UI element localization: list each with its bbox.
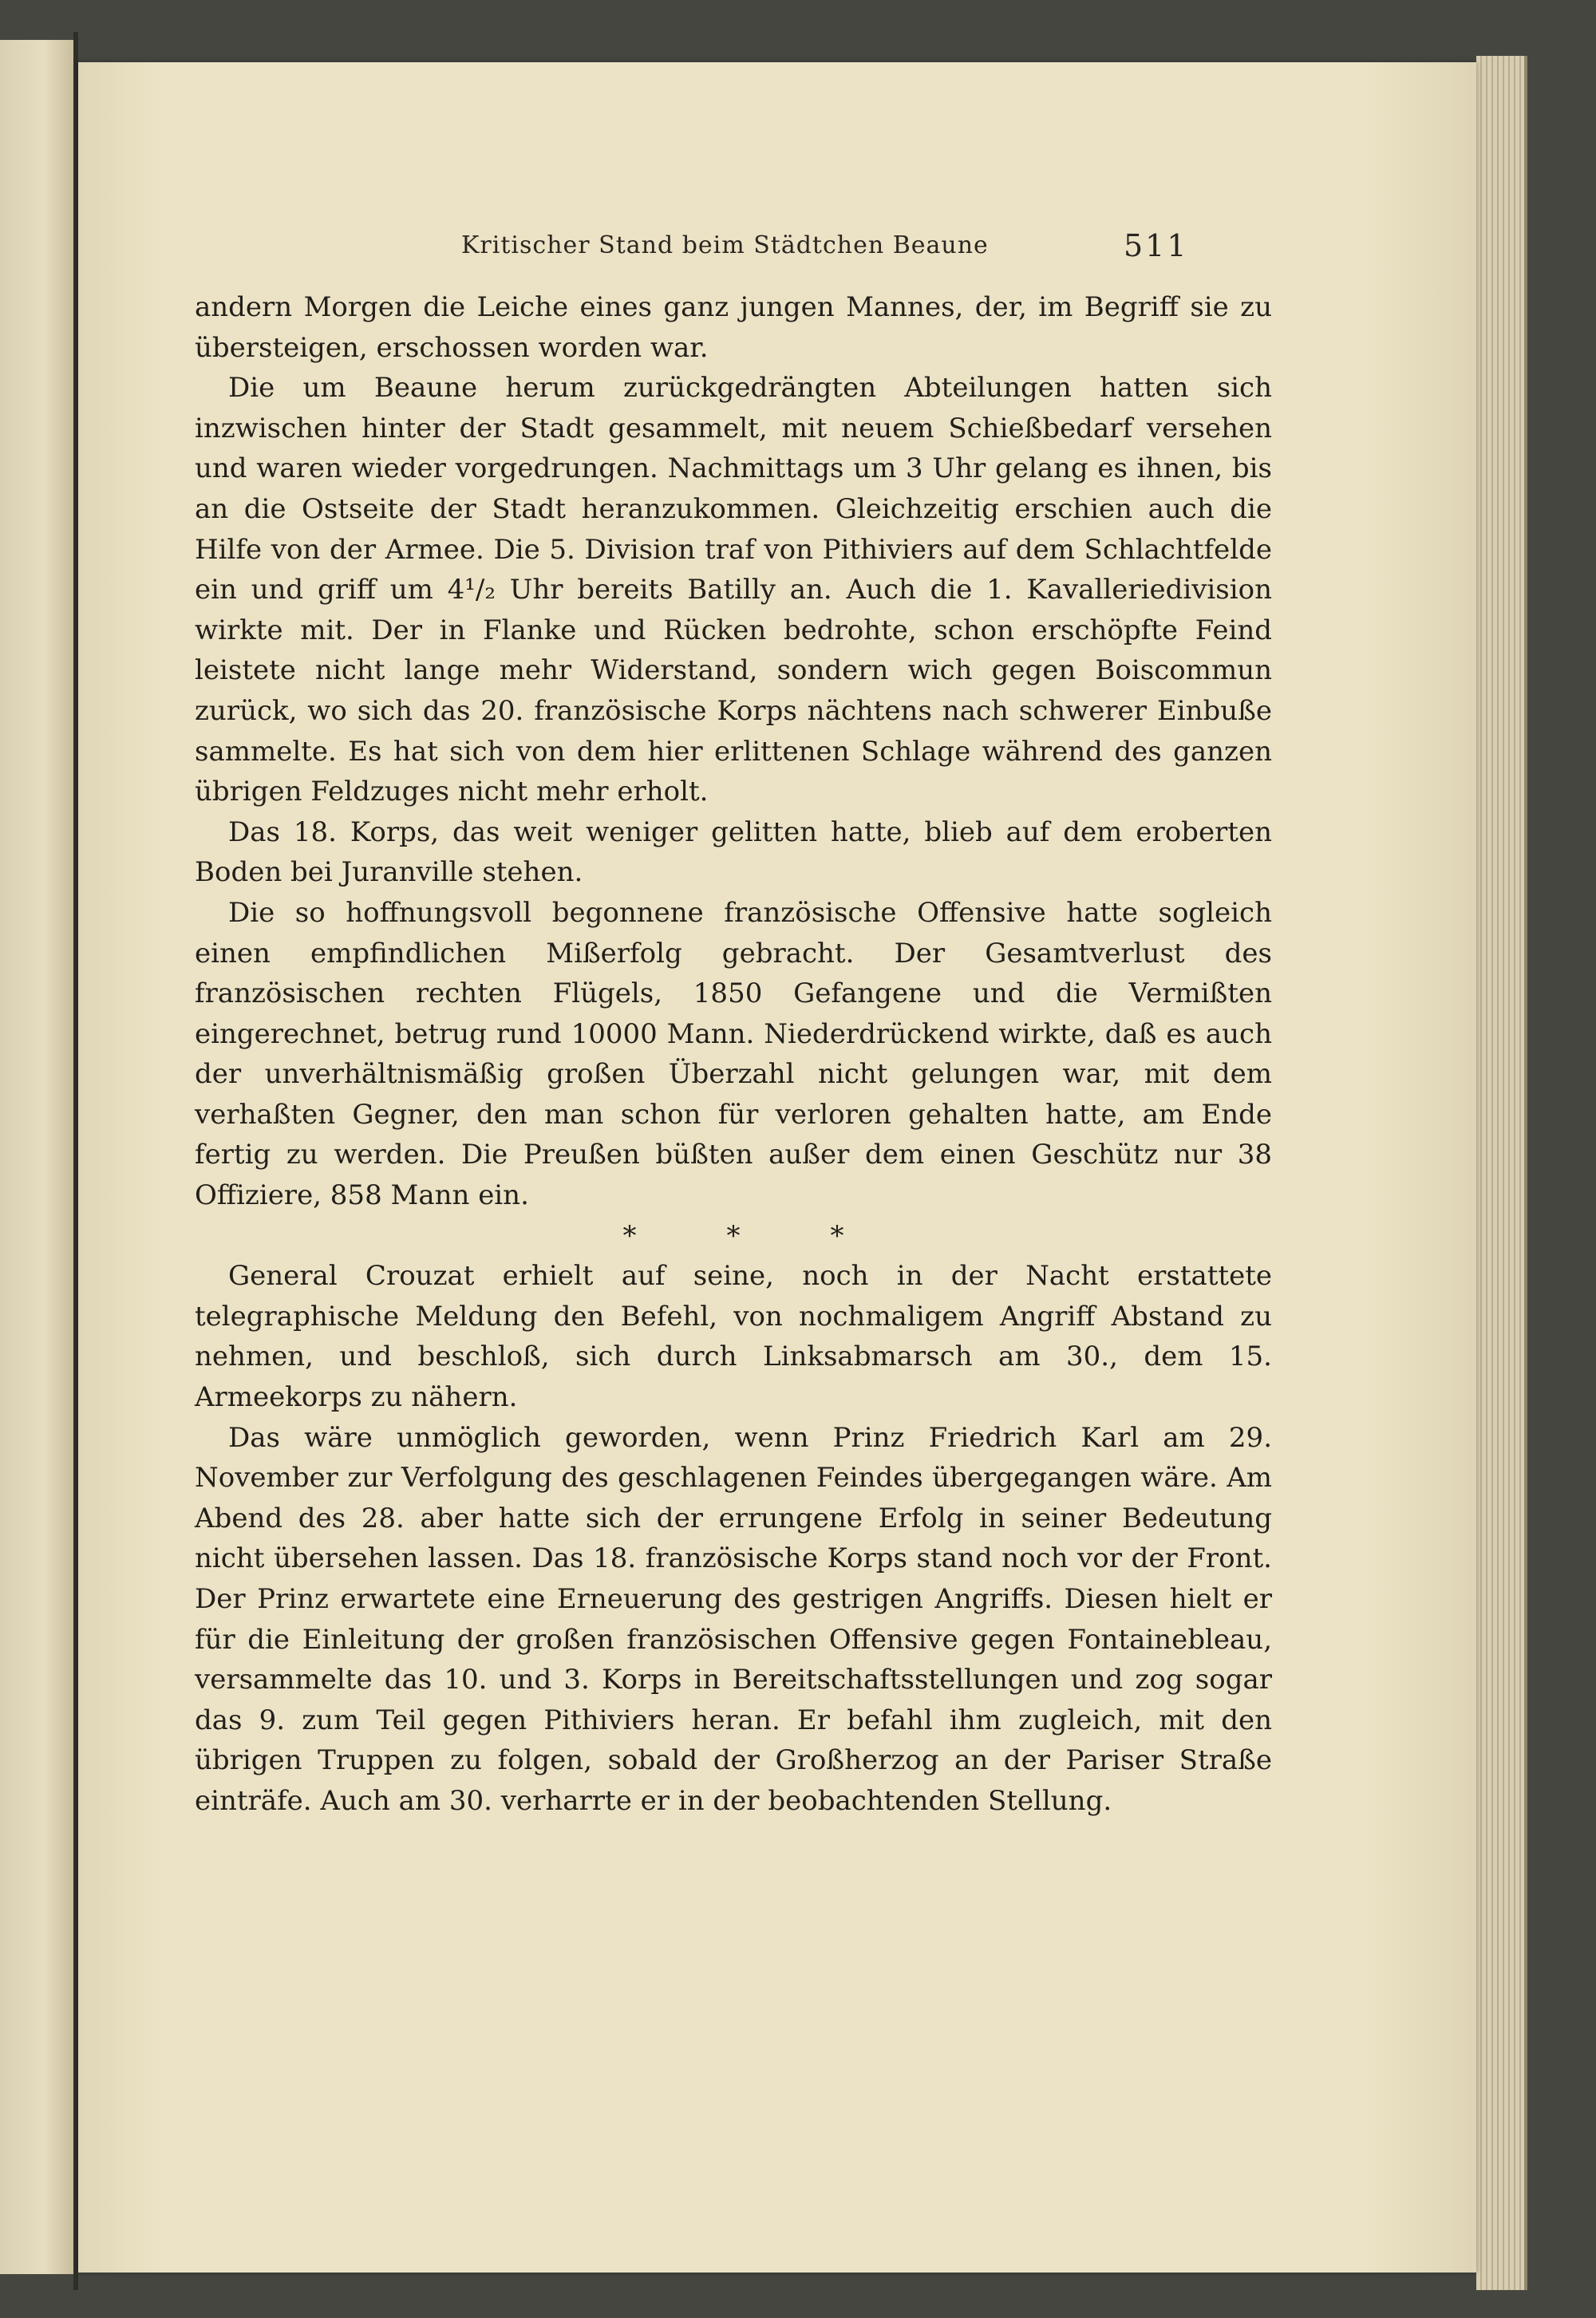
paragraph: Die so hoffnungsvoll begonnene französische Offensive hatte sogleich einen empfindlichen Mißerfolg gebracht. Der Gesamtverlust des französischen rechten Flügels, 1850 Gefangene und die Vermißten eingerechnet, betrug rund 10000 Mann. Niederdrückend wirkte, daß es auch der unverhältnismäßig großen Überzahl nicht gelungen war, mit dem verhaßten Gegner, den man schon für verloren gehalten hatte, am Ende fertig zu werden. Die Preußen büßten außer dem einen Geschütz nur 38 Offiziere, 858 Mann ein. bbox=[195, 896, 1272, 1212]
page-number: 511 bbox=[1124, 228, 1189, 263]
left-page-edge bbox=[0, 40, 76, 2274]
paragraph: Das wäre unmöglich geworden, wenn Prinz Friedrich Karl am 29. November zur Verfolgung des geschlagenen Feindes übergegangen wäre. Am Abend des 28. aber hatte sich der errungene Erfolg in seiner Bedeutung nicht übersehen lassen. Das 18. französische Korps stand noch vor der Front. Der Prinz erwartete eine Erneuerung des gestrigen Angriffs. Diesen hielt er für die Einleitung der großen französischen Offensive gegen Fontainebleau, versammelte das 10. und 3. Korps in Bereitschaftsstellungen und zog sogar das 9. zum Teil gegen Pithiviers heran. Er befahl ihm zugleich, mit den übrigen Truppen zu folgen, sobald der Großherzog an der Pariser Straße einträfe. Auch am 30. verharrte er in der beobachtenden Stellung. bbox=[195, 1421, 1272, 1817]
separator-star: * bbox=[622, 1219, 637, 1252]
separator-star: * bbox=[830, 1219, 844, 1252]
paragraph: Das 18. Korps, das weit weniger gelitten hatte, blieb auf dem eroberten Boden bei Juranville stehen. bbox=[195, 815, 1272, 889]
section-separator bbox=[195, 1216, 1272, 1257]
page-stack-edges bbox=[1476, 56, 1527, 2290]
book-page bbox=[78, 62, 1476, 2273]
paragraph: Die um Beaune herum zurückgedrängten Abteilungen hatten sich inzwischen hinter der Stadt gesammelt, mit neuem Schießbedarf versehen und waren wieder vorgedrungen. Nachmittags um 3 Uhr gelang es ihnen, bis an die Ostseite der Stadt heranzukommen. Gleichzeitig erschien auch die Hilfe von der Armee. Die 5. Division traf von Pithiviers auf dem Schlachtfelde ein und griff um 4¹/₂ Uhr bereits Batilly an. Auch die 1. Kavalleriedivision wirkte mit. Der in Flanke und Rücken bedrohte, schon erschöpfte Feind leistete nicht lange mehr Widerstand, sondern wich gegen Boiscommun zurück, wo sich das 20. französische Korps nächtens nach schwerer Einbuße sammelte. Es hat sich von dem hier erlittenen Schlage während des ganzen übrigen Feldzuges nicht mehr erholt. bbox=[195, 372, 1272, 808]
paragraph: General Crouzat erhielt auf seine, noch in der Nacht erstattete telegraphische Meldung den Befehl, von nochmaligem Angriff Abstand zu nehmen, und beschloß, sich durch Linksabmarsch am 30., dem 15. Armeekorps zu nähern. bbox=[195, 1260, 1272, 1414]
running-head-title: Kritischer Stand beim Städtchen Beaune bbox=[461, 231, 989, 259]
running-head bbox=[78, 228, 1476, 268]
body-text bbox=[195, 287, 1272, 1822]
separator-star: * bbox=[726, 1219, 741, 1252]
paragraph: andern Morgen die Leiche eines ganz jungen Mannes, der, im Begriff sie zu übersteigen, erschossen worden war. bbox=[195, 291, 1272, 364]
